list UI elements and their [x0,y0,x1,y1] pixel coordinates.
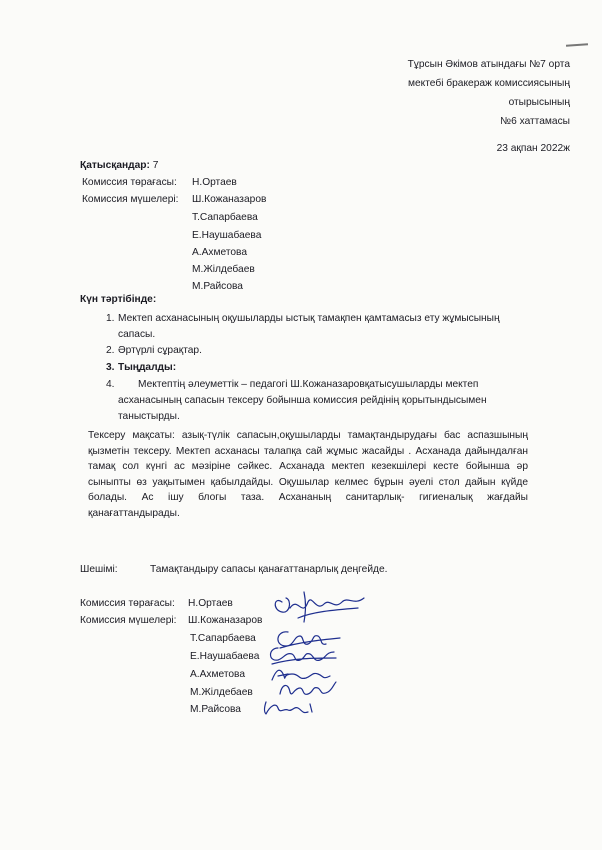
sign-member-name: М.Райсова [190,704,241,715]
agenda-item [106,360,520,376]
agenda-item-number: 3. [106,362,115,373]
member-name: М.Жілдебаев [192,264,255,275]
chair-label: Комиссия төрағасы: [82,177,177,188]
member-name: Т.Сапарбаева [192,212,258,223]
header-line-4: №6 хаттамасы [500,116,570,127]
agenda-item-number: 4. [106,379,115,390]
scan-edge-mark [566,43,588,47]
agenda-title: Күн тәртібінде: [80,294,157,305]
agenda-item-text: Мектептің әлеуметтік – педагогі Ш.Кожаназаровқатысушыларды мектеп асханасының сапасын тексеру бойынша комиссия рейдінің қорытындысымен таныстырды. [118,379,487,422]
agenda-item-text: Тыңдалды: [118,362,177,373]
decision-text: Тамақтандыру сапасы қанағаттанарлық деңгейде. [150,564,388,575]
sign-member-name: М.Жілдебаев [190,687,253,698]
attendees-label: Қатысқандар: [80,160,150,171]
header-line-1: Тұрсын Әкімов атындағы №7 орта [407,59,570,70]
sign-members-label: Комиссия мүшелері: [80,615,177,626]
member-name: Ш.Кожаназаров [192,194,267,205]
sign-member-name: А.Ахметова [190,669,246,680]
agenda-item [106,377,520,425]
member-name: А.Ахметова [192,247,248,258]
sign-member-name: Е.Наушабаева [190,651,260,662]
attendees-count: 7 [152,160,159,171]
sign-member-name: Ш.Кожаназаров [188,615,263,626]
signature-chair [268,588,378,628]
agenda-item-text: Әртүрлі сұрақтар. [118,345,202,356]
header-line-3: отырысының [508,97,570,108]
member-name: М.Райсова [192,281,243,292]
member-name: Е.Наушабаева [192,230,262,241]
signature-member [258,696,328,718]
protocol-date: 23 ақпан 2022ж [496,143,570,154]
chair-name: Н.Ортаев [192,177,237,188]
agenda-item-number: 2. [106,345,115,356]
header-line-2: мектебі бракераж комиссиясының [408,78,570,89]
agenda-item [106,343,520,359]
sign-chair-name: Н.Ортаев [188,598,233,609]
attendees-line [80,158,158,174]
agenda-item-number: 1. [106,313,115,324]
sign-member-name: Т.Сапарбаева [190,633,256,644]
agenda-item [106,311,520,343]
decision-label: Шешімі: [80,564,118,575]
inspection-text: Тексеру мақсаты: азық-түлік сапасын,оқушыларды тамақтандырудағы бас аспазшының қызметін тексеру. Мектеп асханасы талапқа сай жұмыс жасайды . Асханада дайындалған тамақ сол күнгі ас мәзіріне сәйкес. Асханада мектеп кезекшілері кесте бойынша әр сыныпты өз уақытымен қабылдайды. Оқушылар келмес бұрын әуелі стол дайын күйде болады. Ас ішу блогы таза. Асхананың санитарлық- гигиеналық жағдайы қанағаттандырады. [88,430,528,519]
members-label: Комиссия мүшелері: [82,194,179,205]
agenda-item-text: Мектеп асханасының оқушыларды ыстық тамақпен қамтамасыз ету жұмысының сапасы. [118,313,500,340]
sign-chair-label: Комиссия төрағасы: [80,598,175,609]
